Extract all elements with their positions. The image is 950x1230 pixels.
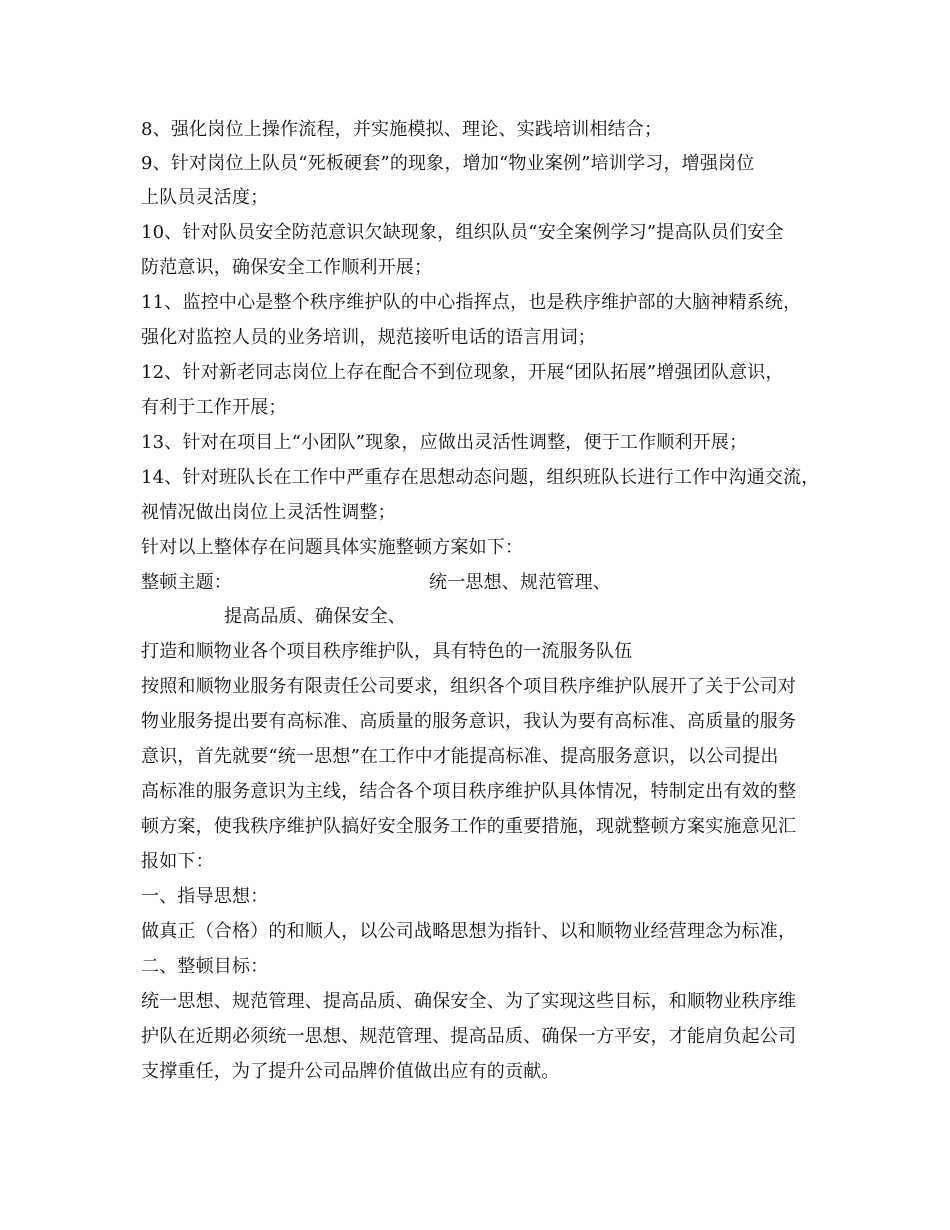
- guiding-thought-text: 做真正（合格）的和顺人，以公司战略思想为指针、以和顺物业经营理念为标准，: [141, 921, 797, 942]
- theme-line: [141, 572, 841, 594]
- body-line-2: 物业服务提出要有高标准、高质量的服务意识，我认为要有高标准、高质量的服务: [141, 711, 797, 732]
- item-9-line-1: 9、针对岗位上队员“死板硬套”的现象，增加“物业案例”培训学习，增强岗位: [141, 153, 755, 174]
- item-12-line-2: 有利于工作开展；: [141, 397, 287, 418]
- item-14-line-1: 14、针对班队长在工作中严重存在思想动态问题，组织班队长进行工作中沟通交流，: [141, 467, 820, 488]
- item-8: 8、强化岗位上操作流程，并实施模拟、理论、实践培训相结合；: [141, 119, 663, 140]
- theme-part-3: 打造和顺物业各个项目秩序维护队，具有特色的一流服务队伍: [141, 641, 633, 662]
- section-heading-goals: 二、整顿目标：: [141, 956, 269, 977]
- section-heading-guiding-thought: 一、指导思想：: [141, 886, 269, 907]
- item-11-line-2: 强化对监控人员的业务培训，规范接听电话的语言用词；: [141, 327, 596, 348]
- item-9-line-2: 上队员灵活度；: [141, 187, 269, 208]
- body-line-5: 顿方案，使我秩序维护队搞好安全服务工作的重要措施，现就整顿方案实施意见汇: [141, 816, 797, 837]
- body-line-6: 报如下：: [141, 851, 214, 872]
- body-line-1: 按照和顺物业服务有限责任公司要求，组织各个项目秩序维护队展开了关于公司对: [141, 676, 797, 697]
- item-13: 13、针对在项目上“小团队”现象，应做出灵活性调整，便于工作顺利开展；: [141, 432, 748, 453]
- item-11-line-1: 11、监控中心是整个秩序维护队的中心指挥点，也是秩序维护部的大脑神精系统，: [141, 292, 802, 313]
- goal-line-3: 支撑重任，为了提升公司品牌价值做出应有的贡献。: [141, 1061, 560, 1082]
- theme-part-1: 统一思想、规范管理、: [429, 572, 611, 593]
- goal-line-2: 护队在近期必须统一思想、规范管理、提高品质、确保一方平安，才能肩负起公司: [141, 1026, 797, 1047]
- theme-label: 整顿主题：: [141, 572, 232, 593]
- item-10-line-2: 防范意识，确保安全工作顺利开展；: [141, 257, 433, 278]
- item-10-line-1: 10、针对队员安全防范意识欠缺现象，组织队员“安全案例学习”提高队员们安全: [141, 222, 784, 243]
- theme-part-2: 提高品质、确保安全、: [224, 606, 406, 627]
- body-line-3: 意识，首先就要“统一思想”在工作中才能提高标准、提高服务意识，以公司提出: [141, 746, 779, 767]
- goal-line-1: 统一思想、规范管理、提高品质、确保安全、为了实现这些目标，和顺物业秩序维: [141, 991, 797, 1012]
- item-12-line-1: 12、针对新老同志岗位上存在配合不到位现象，开展“团队拓展”增强团队意识，: [141, 362, 784, 383]
- plan-intro: 针对以上整体存在问题具体实施整顿方案如下：: [141, 537, 524, 558]
- item-14-line-2: 视情况做出岗位上灵活性调整；: [141, 502, 396, 523]
- body-line-4: 高标准的服务意识为主线，结合各个项目秩序维护队具体情况，特制定出有效的整: [141, 781, 797, 802]
